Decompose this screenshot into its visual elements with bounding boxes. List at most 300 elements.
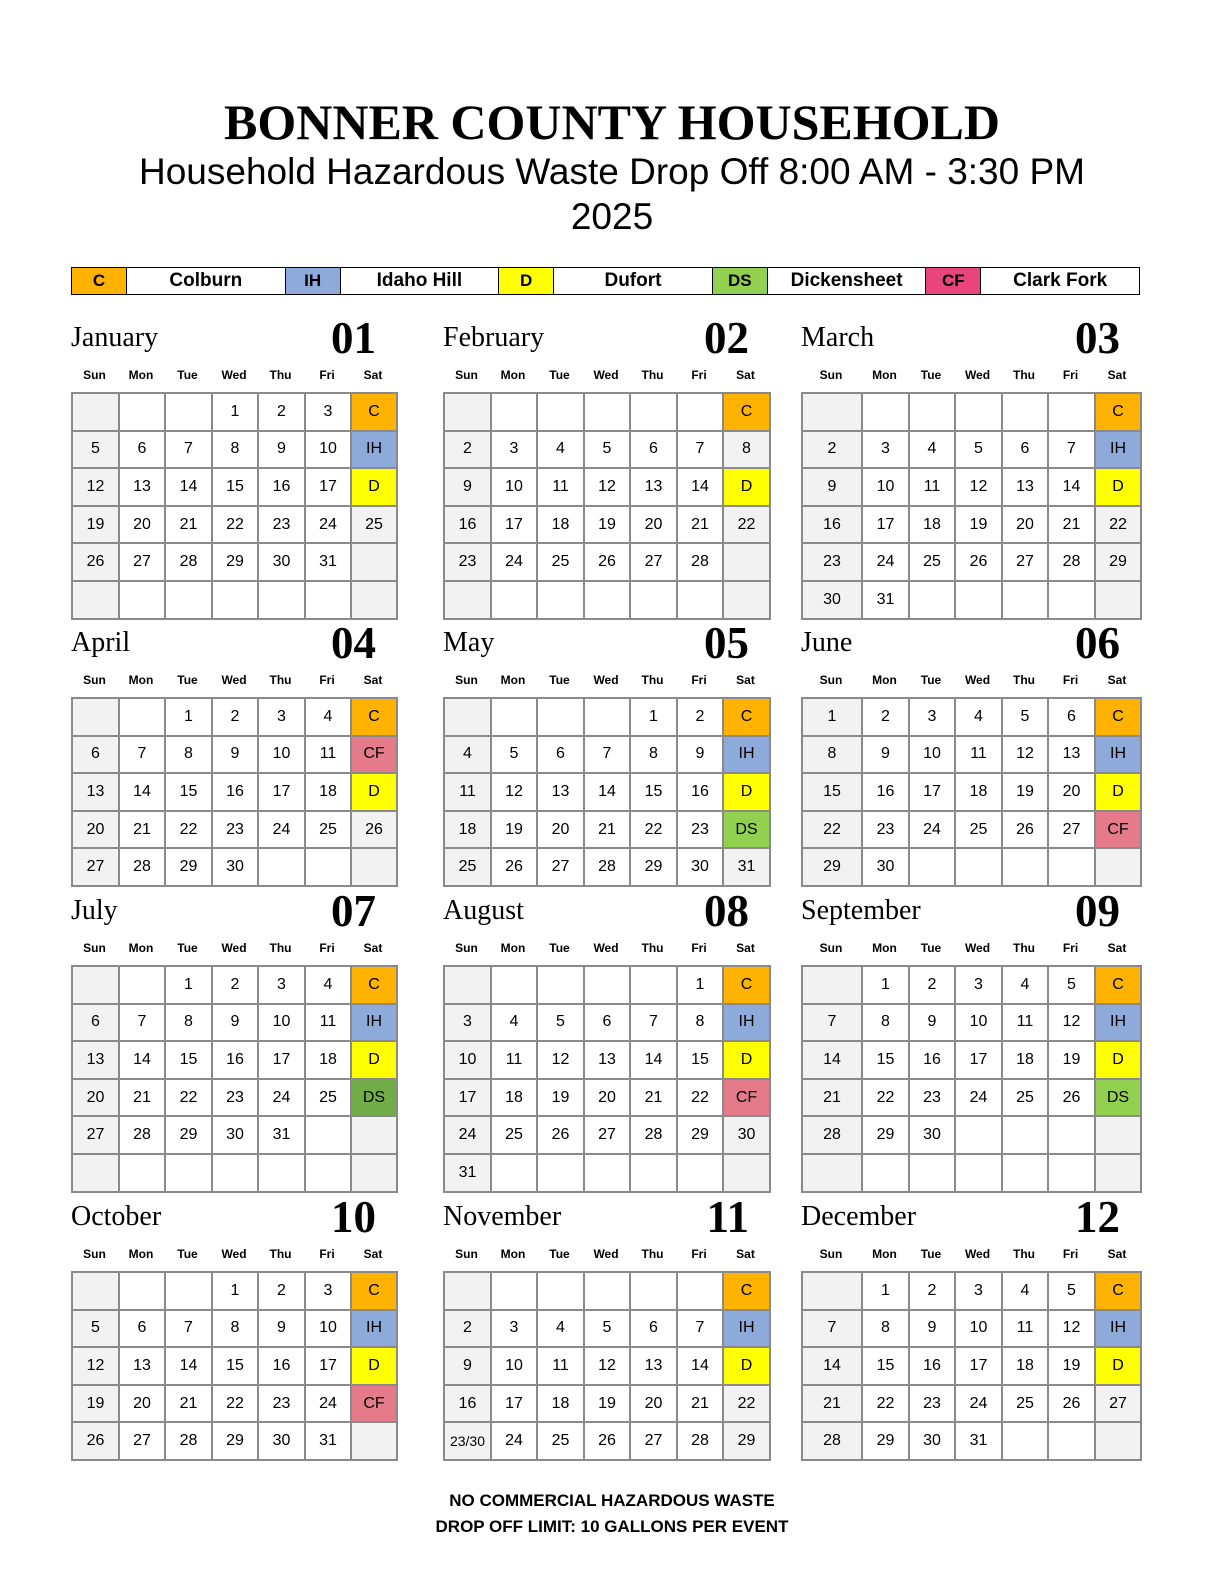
empty-day-cell <box>120 1155 166 1193</box>
site-day-cell: DS <box>1096 1080 1142 1118</box>
weekday-label: Sat <box>736 1247 755 1261</box>
site-day-cell: C <box>724 394 771 432</box>
day-cell: 25 <box>306 1080 352 1118</box>
day-cell: 11 <box>306 1005 352 1043</box>
month-grid <box>443 697 771 887</box>
day-cell: 29 <box>166 1117 213 1155</box>
site-day-cell: DS <box>724 812 771 850</box>
week-row <box>445 1005 771 1043</box>
day-cell: 4 <box>538 432 585 470</box>
day-cell: 12 <box>1003 737 1049 775</box>
day-cell: 25 <box>1003 1386 1049 1424</box>
day-cell: 19 <box>1049 1042 1096 1080</box>
day-cell: 14 <box>678 469 724 507</box>
site-day-cell: IH <box>724 1005 771 1043</box>
empty-day-cell <box>585 699 631 737</box>
day-cell: 14 <box>1049 469 1096 507</box>
weekday-label: Fri <box>319 368 335 382</box>
empty-day-cell <box>910 1155 956 1193</box>
day-cell: 29 <box>724 1423 771 1461</box>
legend-name-idaho-hill: Idaho Hill <box>341 268 500 294</box>
day-cell: 22 <box>803 812 863 850</box>
day-cell: 15 <box>213 1348 259 1386</box>
day-cell: 8 <box>631 737 678 775</box>
weekday-label: Thu <box>1013 368 1035 382</box>
day-cell: 19 <box>956 507 1003 545</box>
empty-day-cell <box>956 1117 1003 1155</box>
day-cell: 8 <box>213 1311 259 1349</box>
weekday-label: Tue <box>920 941 942 955</box>
week-row <box>803 1423 1142 1461</box>
week-row <box>73 1005 398 1043</box>
day-cell: 12 <box>1049 1005 1096 1043</box>
day-cell: 19 <box>538 1080 585 1118</box>
day-cell: 4 <box>306 967 352 1005</box>
week-row <box>445 812 771 850</box>
day-cell: 29 <box>863 1117 910 1155</box>
legend-code-dufort: D <box>499 268 554 294</box>
day-cell: 2 <box>213 967 259 1005</box>
day-cell: 29 <box>166 849 213 887</box>
empty-day-cell <box>352 544 398 582</box>
day-cell: 21 <box>1049 507 1096 545</box>
day-cell: 7 <box>678 432 724 470</box>
week-row <box>73 737 398 775</box>
day-cell: 6 <box>585 1005 631 1043</box>
empty-day-cell <box>352 1423 398 1461</box>
day-cell: 3 <box>259 699 306 737</box>
day-cell: 20 <box>120 507 166 545</box>
site-day-cell: D <box>724 774 771 812</box>
day-cell: 12 <box>1049 1311 1096 1349</box>
site-day-cell: C <box>724 1273 771 1311</box>
day-cell: 18 <box>956 774 1003 812</box>
day-cell: 13 <box>585 1042 631 1080</box>
day-cell: 16 <box>213 774 259 812</box>
empty-day-cell <box>803 967 863 1005</box>
week-row <box>803 469 1142 507</box>
site-day-cell: IH <box>352 1005 398 1043</box>
weekday-header <box>801 1247 1140 1261</box>
site-day-cell: C <box>352 1273 398 1311</box>
week-row <box>73 1080 398 1118</box>
week-row <box>73 1423 398 1461</box>
day-cell: 14 <box>585 774 631 812</box>
week-row <box>73 1042 398 1080</box>
week-row <box>803 774 1142 812</box>
day-cell: 27 <box>1049 812 1096 850</box>
week-row <box>73 1348 398 1386</box>
weekday-label: Sat <box>1107 673 1127 687</box>
day-cell: 17 <box>910 774 956 812</box>
day-cell: 11 <box>1003 1311 1049 1349</box>
weekday-label: Sun <box>455 673 478 687</box>
site-day-cell: C <box>1096 967 1142 1005</box>
day-cell: 11 <box>910 469 956 507</box>
day-cell: 16 <box>803 507 863 545</box>
weekday-label: Sun <box>455 1247 478 1261</box>
month-number: 12 <box>1075 1192 1120 1242</box>
day-cell: 8 <box>863 1311 910 1349</box>
day-cell: 26 <box>956 544 1003 582</box>
empty-day-cell <box>631 582 678 620</box>
day-cell: 22 <box>166 1080 213 1118</box>
day-cell: 26 <box>1003 812 1049 850</box>
day-cell: 24 <box>910 812 956 850</box>
empty-day-cell <box>538 967 585 1005</box>
day-cell: 30 <box>213 849 259 887</box>
day-cell: 17 <box>306 469 352 507</box>
day-cell: 24 <box>863 544 910 582</box>
empty-day-cell <box>492 699 538 737</box>
day-cell: 13 <box>631 469 678 507</box>
day-cell: 22 <box>863 1080 910 1118</box>
weekday-label: Tue <box>920 368 942 382</box>
month-name: December <box>801 1201 917 1232</box>
weekday-label: Tue <box>177 941 198 955</box>
empty-day-cell <box>352 849 398 887</box>
empty-day-cell <box>538 699 585 737</box>
week-row <box>803 849 1142 887</box>
day-cell: 4 <box>1003 967 1049 1005</box>
weekday-label: Fri <box>691 1247 707 1261</box>
empty-day-cell <box>724 582 771 620</box>
day-cell: 16 <box>259 469 306 507</box>
day-cell: 4 <box>1003 1273 1049 1311</box>
day-cell: 3 <box>306 1273 352 1311</box>
month-grid <box>71 697 398 887</box>
day-cell: 20 <box>73 812 120 850</box>
empty-day-cell <box>306 849 352 887</box>
site-day-cell: C <box>352 967 398 1005</box>
day-cell: 7 <box>803 1311 863 1349</box>
day-cell: 1 <box>803 699 863 737</box>
day-cell: 26 <box>492 849 538 887</box>
weekday-header <box>71 941 396 955</box>
weekday-label: Tue <box>549 368 570 382</box>
week-row <box>73 967 398 1005</box>
day-cell: 29 <box>213 1423 259 1461</box>
empty-day-cell <box>956 394 1003 432</box>
empty-day-cell <box>445 967 492 1005</box>
weekday-label: Tue <box>177 368 198 382</box>
day-cell: 24 <box>306 1386 352 1424</box>
day-cell: 9 <box>259 432 306 470</box>
empty-day-cell <box>803 1155 863 1193</box>
day-cell: 11 <box>1003 1005 1049 1043</box>
week-row <box>73 774 398 812</box>
empty-day-cell <box>492 1155 538 1193</box>
week-row <box>445 699 771 737</box>
empty-day-cell <box>1049 582 1096 620</box>
day-cell: 5 <box>73 1311 120 1349</box>
empty-day-cell <box>1096 849 1142 887</box>
day-cell: 20 <box>585 1080 631 1118</box>
empty-day-cell <box>585 967 631 1005</box>
day-cell: 4 <box>445 737 492 775</box>
day-cell: 26 <box>352 812 398 850</box>
day-cell: 4 <box>538 1311 585 1349</box>
weekday-label: Wed <box>964 673 991 687</box>
day-cell: 9 <box>803 469 863 507</box>
day-cell: 11 <box>538 469 585 507</box>
day-cell: 6 <box>538 737 585 775</box>
weekday-label: Thu <box>1013 941 1035 955</box>
weekday-label: Mon <box>500 1247 526 1261</box>
site-day-cell: CF <box>352 1386 398 1424</box>
empty-day-cell <box>538 1273 585 1311</box>
week-row <box>803 1386 1142 1424</box>
day-cell: 27 <box>585 1117 631 1155</box>
weekday-label: Tue <box>549 1247 570 1261</box>
day-cell: 25 <box>306 812 352 850</box>
empty-day-cell <box>678 582 724 620</box>
weekday-label: Tue <box>177 1247 198 1261</box>
day-cell: 23 <box>910 1386 956 1424</box>
day-cell: 3 <box>863 432 910 470</box>
day-cell: 5 <box>1003 699 1049 737</box>
month-name: April <box>71 627 131 658</box>
day-cell: 27 <box>631 544 678 582</box>
weekday-label: Mon <box>500 673 526 687</box>
day-cell: 3 <box>445 1005 492 1043</box>
day-cell: 3 <box>956 967 1003 1005</box>
day-cell: 10 <box>306 432 352 470</box>
empty-day-cell <box>492 967 538 1005</box>
weekday-label: Thu <box>641 673 664 687</box>
month-grid <box>71 1271 398 1461</box>
day-cell: 19 <box>492 812 538 850</box>
day-cell: 30 <box>259 1423 306 1461</box>
empty-day-cell <box>1096 1423 1142 1461</box>
empty-day-cell <box>585 1155 631 1193</box>
day-cell: 26 <box>585 544 631 582</box>
empty-day-cell <box>306 582 352 620</box>
weekday-label: Sat <box>1107 368 1127 382</box>
day-cell: 12 <box>73 469 120 507</box>
weekday-label: Sat <box>363 941 383 955</box>
day-cell: 27 <box>538 849 585 887</box>
day-cell: 30 <box>910 1423 956 1461</box>
day-cell: 10 <box>306 1311 352 1349</box>
day-cell: 2 <box>259 394 306 432</box>
day-cell: 23 <box>213 812 259 850</box>
day-cell: 17 <box>306 1348 352 1386</box>
day-cell: 7 <box>166 1311 213 1349</box>
week-row <box>803 432 1142 470</box>
day-cell: 14 <box>166 469 213 507</box>
empty-day-cell <box>166 1273 213 1311</box>
weekday-label: Mon <box>128 1247 154 1261</box>
site-day-cell: DS <box>352 1080 398 1118</box>
legend-code-idaho-hill: IH <box>286 268 341 294</box>
site-day-cell: D <box>352 1042 398 1080</box>
day-cell: 1 <box>213 394 259 432</box>
week-row <box>445 1155 771 1193</box>
week-row <box>445 737 771 775</box>
weekday-label: Thu <box>641 941 664 955</box>
day-cell: 15 <box>166 1042 213 1080</box>
site-day-cell: D <box>724 1348 771 1386</box>
day-cell: 16 <box>445 1386 492 1424</box>
day-cell: 20 <box>631 507 678 545</box>
day-cell: 7 <box>585 737 631 775</box>
day-cell: 17 <box>863 507 910 545</box>
weekday-label: Sat <box>1107 941 1127 955</box>
year-label: 2025 <box>570 196 654 237</box>
day-cell: 21 <box>803 1386 863 1424</box>
empty-day-cell <box>120 582 166 620</box>
day-cell: 29 <box>631 849 678 887</box>
weekday-label: Thu <box>641 1247 664 1261</box>
day-cell: 9 <box>678 737 724 775</box>
day-cell: 18 <box>538 507 585 545</box>
month-grid <box>801 965 1142 1193</box>
empty-day-cell <box>724 1155 771 1193</box>
week-row <box>73 1311 398 1349</box>
day-cell: 4 <box>910 432 956 470</box>
weekday-label: Sun <box>819 1247 843 1261</box>
empty-day-cell <box>259 1155 306 1193</box>
week-row <box>803 1155 1142 1193</box>
day-cell: 18 <box>306 774 352 812</box>
empty-day-cell <box>352 1155 398 1193</box>
day-cell: 17 <box>445 1080 492 1118</box>
day-cell: 16 <box>678 774 724 812</box>
empty-day-cell <box>1003 1423 1049 1461</box>
week-row <box>803 1005 1142 1043</box>
day-cell: 31 <box>863 582 910 620</box>
day-cell: 22 <box>213 507 259 545</box>
day-cell: 25 <box>538 544 585 582</box>
day-cell: 13 <box>631 1348 678 1386</box>
empty-day-cell <box>910 849 956 887</box>
month-grid <box>443 965 771 1193</box>
day-cell: 8 <box>863 1005 910 1043</box>
weekday-label: Tue <box>920 673 942 687</box>
day-cell: 6 <box>1049 699 1096 737</box>
day-cell: 12 <box>538 1042 585 1080</box>
day-cell: 2 <box>213 699 259 737</box>
week-row <box>803 737 1142 775</box>
day-cell: 20 <box>1003 507 1049 545</box>
month-number: 09 <box>1075 886 1120 936</box>
day-cell: 9 <box>259 1311 306 1349</box>
day-cell: 12 <box>956 469 1003 507</box>
day-cell: 28 <box>631 1117 678 1155</box>
day-cell: 22 <box>678 1080 724 1118</box>
weekday-label: Tue <box>177 673 198 687</box>
day-cell: 3 <box>492 432 538 470</box>
empty-day-cell <box>1096 1155 1142 1193</box>
weekday-label: Sun <box>819 941 843 955</box>
day-cell: 4 <box>956 699 1003 737</box>
empty-day-cell <box>585 1273 631 1311</box>
week-row <box>73 507 398 545</box>
week-row <box>445 1348 771 1386</box>
site-day-cell: D <box>1096 469 1142 507</box>
day-cell: 27 <box>120 1423 166 1461</box>
week-row <box>803 544 1142 582</box>
day-cell: 23 <box>678 812 724 850</box>
day-cell: 9 <box>445 1348 492 1386</box>
weekday-label: Mon <box>872 1247 897 1261</box>
day-cell: 24 <box>956 1080 1003 1118</box>
empty-day-cell <box>1003 1155 1049 1193</box>
week-row <box>445 507 771 545</box>
legend-name-dufort: Dufort <box>554 268 713 294</box>
empty-day-cell <box>492 394 538 432</box>
day-cell: 24 <box>492 1423 538 1461</box>
day-cell: 28 <box>678 1423 724 1461</box>
day-cell: 29 <box>1096 544 1142 582</box>
day-cell: 30 <box>678 849 724 887</box>
month-number: 07 <box>331 886 376 936</box>
day-cell: 2 <box>445 432 492 470</box>
day-cell: 16 <box>213 1042 259 1080</box>
day-cell: 27 <box>631 1423 678 1461</box>
empty-day-cell <box>445 582 492 620</box>
month-name: July <box>71 895 118 926</box>
site-day-cell: IH <box>724 737 771 775</box>
week-row <box>803 1080 1142 1118</box>
month-name: October <box>71 1201 162 1232</box>
day-cell: 24 <box>259 812 306 850</box>
weekday-label: Sat <box>363 368 383 382</box>
day-cell: 30 <box>803 582 863 620</box>
empty-day-cell <box>1049 849 1096 887</box>
day-cell: 31 <box>724 849 771 887</box>
empty-day-cell <box>538 1155 585 1193</box>
weekday-header <box>443 368 769 382</box>
day-cell: 9 <box>910 1005 956 1043</box>
month-number: 08 <box>704 886 749 936</box>
week-row <box>73 432 398 470</box>
weekday-label: Fri <box>691 673 707 687</box>
day-cell: 17 <box>956 1348 1003 1386</box>
empty-day-cell <box>1003 1117 1049 1155</box>
day-cell: 4 <box>306 699 352 737</box>
site-day-cell: IH <box>1096 737 1142 775</box>
day-cell: 17 <box>259 1042 306 1080</box>
day-cell: 7 <box>803 1005 863 1043</box>
weekday-label: Wed <box>593 1247 619 1261</box>
empty-day-cell <box>538 582 585 620</box>
day-cell: 17 <box>492 1386 538 1424</box>
day-cell: 7 <box>1049 432 1096 470</box>
empty-day-cell <box>1049 394 1096 432</box>
empty-day-cell <box>803 394 863 432</box>
day-cell: 5 <box>73 432 120 470</box>
month-number: 02 <box>704 313 749 363</box>
day-cell: 13 <box>120 469 166 507</box>
day-cell: 30 <box>259 544 306 582</box>
day-cell: 8 <box>166 1005 213 1043</box>
day-cell: 10 <box>863 469 910 507</box>
day-cell: 23 <box>213 1080 259 1118</box>
week-row <box>803 1348 1142 1386</box>
weekday-header <box>443 941 769 955</box>
day-cell: 16 <box>910 1042 956 1080</box>
day-cell: 23 <box>803 544 863 582</box>
day-cell: 19 <box>1049 1348 1096 1386</box>
day-cell: 15 <box>678 1042 724 1080</box>
day-cell: 28 <box>585 849 631 887</box>
day-cell: 5 <box>1049 1273 1096 1311</box>
month-number: 03 <box>1075 313 1120 363</box>
week-row <box>445 469 771 507</box>
day-cell: 23 <box>910 1080 956 1118</box>
